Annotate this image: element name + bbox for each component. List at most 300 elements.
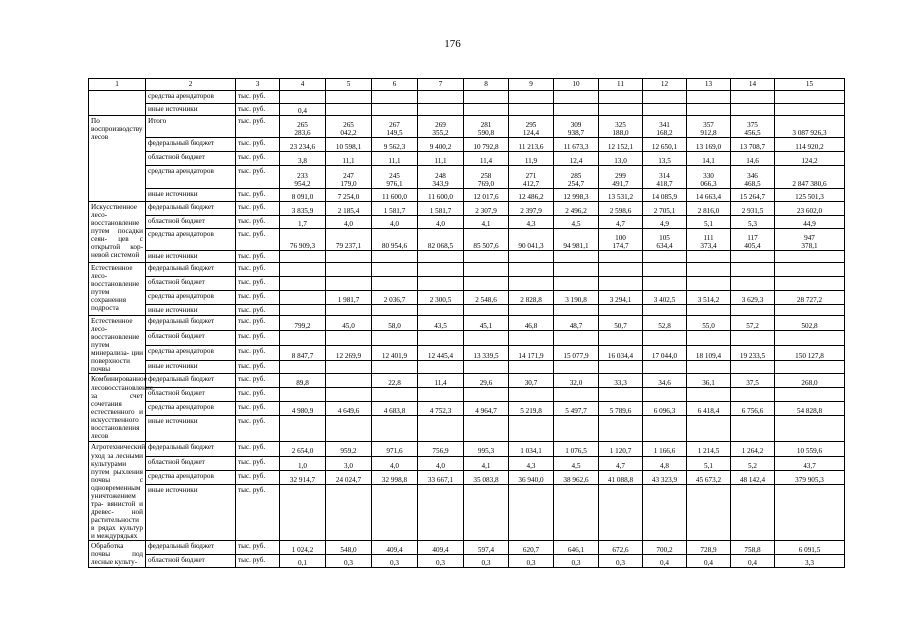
value-cell: 5 789,6 [599, 402, 643, 416]
value-cell: 0,3 [509, 555, 554, 568]
value-cell: 4,3 [509, 216, 554, 229]
value-cell: 341 168,2 [643, 116, 687, 138]
source-cell: областной бюджет [146, 277, 236, 291]
value-cell [554, 305, 599, 316]
value-cell: 0,3 [554, 555, 599, 568]
value-cell: 248 343,9 [418, 166, 464, 189]
value-cell [775, 416, 845, 442]
value-cell: 2 847 380,6 [775, 166, 845, 189]
value-cell: 38 962,6 [554, 470, 599, 484]
value-cell [464, 484, 509, 540]
value-cell: 52,8 [643, 316, 687, 331]
table-row [89, 541, 845, 555]
unit-cell: тыс. руб. [236, 152, 280, 166]
source-cell: средства арендаторов [146, 91, 236, 104]
value-cell: 12,4 [554, 152, 599, 166]
value-cell [372, 484, 418, 540]
value-cell: 0,3 [326, 555, 372, 568]
value-cell [643, 484, 687, 540]
unit-cell: тыс. руб. [236, 263, 280, 277]
value-cell: 23 602,0 [775, 202, 845, 216]
source-cell: федеральный бюджет [146, 316, 236, 331]
table-row [89, 388, 845, 402]
value-cell: 11,1 [372, 152, 418, 166]
value-cell: 29,6 [464, 374, 509, 388]
value-cell [418, 331, 464, 346]
value-cell [775, 277, 845, 291]
value-cell [372, 263, 418, 277]
value-cell: 2 654,0 [280, 442, 326, 456]
value-cell [372, 251, 418, 263]
value-cell: 947 378,1 [775, 229, 845, 251]
unit-cell: тыс. руб. [236, 138, 280, 152]
value-cell: 45,0 [326, 316, 372, 331]
funding-table [88, 78, 845, 568]
value-cell: 3 835,9 [280, 202, 326, 216]
unit-cell: тыс. руб. [236, 291, 280, 305]
value-cell [687, 263, 731, 277]
value-cell: 268,0 [775, 374, 845, 388]
value-cell [326, 416, 372, 442]
source-cell: иные источники [146, 251, 236, 263]
value-cell [280, 263, 326, 277]
table-row [89, 456, 845, 470]
value-cell: 43 323,9 [643, 470, 687, 484]
value-cell [280, 251, 326, 263]
category-cell: Комбинированное лесовосстановление за счет сочетания естественного и искусственного восстановления лесов [89, 374, 146, 442]
unit-cell: тыс. руб. [236, 104, 280, 116]
value-cell: 89,8 [280, 374, 326, 388]
value-cell [599, 484, 643, 540]
value-cell [418, 251, 464, 263]
value-cell: 314 418,7 [643, 166, 687, 189]
value-cell: 9 400,2 [418, 138, 464, 152]
value-cell [280, 331, 326, 346]
value-cell: 82 068,5 [418, 229, 464, 251]
value-cell: 46,8 [509, 316, 554, 331]
source-cell: иные источники [146, 361, 236, 374]
column-header: 14 [731, 79, 775, 91]
value-cell [554, 251, 599, 263]
value-cell [464, 361, 509, 374]
value-cell: 267 149,5 [372, 116, 418, 138]
source-cell: средства арендаторов [146, 166, 236, 189]
table-row [89, 152, 845, 166]
value-cell [464, 305, 509, 316]
unit-cell: тыс. руб. [236, 277, 280, 291]
column-header: 11 [599, 79, 643, 91]
value-cell [775, 361, 845, 374]
unit-cell: тыс. руб. [236, 166, 280, 189]
value-cell: 7 254,0 [326, 189, 372, 202]
unit-cell: тыс. руб. [236, 305, 280, 316]
value-cell: 269 355,2 [418, 116, 464, 138]
value-cell: 4 964,7 [464, 402, 509, 416]
value-cell [372, 104, 418, 116]
value-cell: 346 468,5 [731, 166, 775, 189]
source-cell: федеральный бюджет [146, 263, 236, 277]
value-cell: 15 077,9 [554, 346, 599, 361]
table-body [89, 79, 845, 568]
value-cell: 14,6 [731, 152, 775, 166]
value-cell: 50,7 [599, 316, 643, 331]
column-header: 5 [326, 79, 372, 91]
value-cell: 2 598,6 [599, 202, 643, 216]
value-cell [509, 251, 554, 263]
value-cell: 33 667,1 [418, 470, 464, 484]
value-cell [418, 263, 464, 277]
value-cell: 76 909,3 [280, 229, 326, 251]
value-cell: 14 663,4 [687, 189, 731, 202]
value-cell: 2 036,7 [372, 291, 418, 305]
value-cell: 36 940,0 [509, 470, 554, 484]
value-cell [554, 91, 599, 104]
value-cell [775, 484, 845, 540]
value-cell: 12 401,9 [372, 346, 418, 361]
value-cell [775, 263, 845, 277]
value-cell [643, 305, 687, 316]
value-cell: 14 085,9 [643, 189, 687, 202]
value-cell: 10 792,8 [464, 138, 509, 152]
table-row [89, 116, 845, 138]
value-cell [326, 91, 372, 104]
value-cell: 258 769,0 [464, 166, 509, 189]
source-cell: областной бюджет [146, 216, 236, 229]
table-row [89, 263, 845, 277]
source-cell: федеральный бюджет [146, 138, 236, 152]
table-row [89, 361, 845, 374]
value-cell [599, 416, 643, 442]
value-cell: 959,2 [326, 442, 372, 456]
value-cell: 271 412,7 [509, 166, 554, 189]
category-cell [89, 91, 146, 116]
value-cell: 43,5 [418, 316, 464, 331]
value-cell: 281 590,8 [464, 116, 509, 138]
value-cell: 58,0 [372, 316, 418, 331]
value-cell: 12 650,1 [643, 138, 687, 152]
value-cell: 548,0 [326, 541, 372, 555]
value-cell: 597,4 [464, 541, 509, 555]
category-cell: По воспроизводству лесов [89, 116, 146, 202]
value-cell: 4,0 [418, 216, 464, 229]
value-cell [326, 277, 372, 291]
column-header: 6 [372, 79, 418, 91]
column-header: 9 [509, 79, 554, 91]
value-cell [509, 388, 554, 402]
value-cell: 4,8 [643, 456, 687, 470]
value-cell: 1,0 [280, 456, 326, 470]
value-cell [599, 388, 643, 402]
value-cell: 57,2 [731, 316, 775, 331]
value-cell [775, 305, 845, 316]
value-cell: 44,9 [775, 216, 845, 229]
value-cell: 4 649,6 [326, 402, 372, 416]
value-cell: 299 491,7 [599, 166, 643, 189]
value-cell: 8 091,0 [280, 189, 326, 202]
value-cell [599, 277, 643, 291]
value-cell [599, 251, 643, 263]
value-cell: 5 497,7 [554, 402, 599, 416]
value-cell: 285 254,7 [554, 166, 599, 189]
unit-cell: тыс. руб. [236, 388, 280, 402]
value-cell: 3 294,1 [599, 291, 643, 305]
value-cell: 22,8 [372, 374, 418, 388]
source-cell: областной бюджет [146, 388, 236, 402]
value-cell [509, 484, 554, 540]
value-cell [326, 104, 372, 116]
unit-cell: тыс. руб. [236, 316, 280, 331]
source-cell: иные источники [146, 416, 236, 442]
unit-cell: тыс. руб. [236, 374, 280, 388]
value-cell [326, 361, 372, 374]
value-cell: 1 024,2 [280, 541, 326, 555]
value-cell: 799,2 [280, 316, 326, 331]
value-cell [326, 331, 372, 346]
value-cell [464, 104, 509, 116]
value-cell: 117 405,4 [731, 229, 775, 251]
value-cell [464, 388, 509, 402]
table-row [89, 442, 845, 456]
value-cell: 756,9 [418, 442, 464, 456]
table-row [89, 374, 845, 388]
column-header: 7 [418, 79, 464, 91]
value-cell [554, 388, 599, 402]
value-cell: 5 219,8 [509, 402, 554, 416]
value-cell: 2 705,1 [643, 202, 687, 216]
value-cell: 55,0 [687, 316, 731, 331]
value-cell: 48,7 [554, 316, 599, 331]
value-cell: 124,2 [775, 152, 845, 166]
value-cell: 700,2 [643, 541, 687, 555]
value-cell [418, 388, 464, 402]
value-cell: 12 486,2 [509, 189, 554, 202]
value-cell: 3,0 [326, 456, 372, 470]
value-cell: 0,4 [643, 555, 687, 568]
source-cell: федеральный бюджет [146, 541, 236, 555]
value-cell [687, 91, 731, 104]
value-cell [731, 416, 775, 442]
category-cell: Обработка почвы под лесные культу- [89, 541, 146, 568]
value-cell: 325 188,0 [599, 116, 643, 138]
value-cell [687, 251, 731, 263]
value-cell [464, 331, 509, 346]
value-cell [643, 263, 687, 277]
value-cell [775, 388, 845, 402]
value-cell: 2 307,9 [464, 202, 509, 216]
table-row [89, 251, 845, 263]
value-cell [643, 251, 687, 263]
value-cell: 41 088,8 [599, 470, 643, 484]
value-cell: 32 998,8 [372, 470, 418, 484]
unit-cell: тыс. руб. [236, 251, 280, 263]
value-cell [731, 331, 775, 346]
table-row [89, 470, 845, 484]
value-cell [326, 263, 372, 277]
value-cell: 1 264,2 [731, 442, 775, 456]
column-header: 4 [280, 79, 326, 91]
value-cell: 375 456,5 [731, 116, 775, 138]
value-cell: 13,0 [599, 152, 643, 166]
value-cell: 17 044,0 [643, 346, 687, 361]
value-cell [554, 484, 599, 540]
table-row [89, 91, 845, 104]
value-cell: 150 127,8 [775, 346, 845, 361]
value-cell [418, 361, 464, 374]
column-header: 8 [464, 79, 509, 91]
value-cell [509, 331, 554, 346]
value-cell [599, 361, 643, 374]
value-cell [464, 263, 509, 277]
value-cell: 295 124,4 [509, 116, 554, 138]
unit-cell: тыс. руб. [236, 202, 280, 216]
value-cell [599, 305, 643, 316]
source-cell: федеральный бюджет [146, 442, 236, 456]
value-cell [599, 331, 643, 346]
value-cell: 2 548,6 [464, 291, 509, 305]
value-cell: 3 629,3 [731, 291, 775, 305]
value-cell: 4 683,8 [372, 402, 418, 416]
value-cell [326, 251, 372, 263]
unit-cell: тыс. руб. [236, 91, 280, 104]
value-cell: 3,8 [280, 152, 326, 166]
unit-cell: тыс. руб. [236, 346, 280, 361]
value-cell: 24 024,7 [326, 470, 372, 484]
value-cell: 45,1 [464, 316, 509, 331]
value-cell [418, 416, 464, 442]
value-cell: 43,7 [775, 456, 845, 470]
value-cell: 0,4 [731, 555, 775, 568]
source-cell: областной бюджет [146, 152, 236, 166]
value-cell [554, 331, 599, 346]
value-cell [687, 305, 731, 316]
value-cell [509, 305, 554, 316]
value-cell: 0,4 [280, 104, 326, 116]
value-cell: 1 034,1 [509, 442, 554, 456]
value-cell: 54 828,8 [775, 402, 845, 416]
value-cell: 94 981,1 [554, 229, 599, 251]
value-cell: 265 042,2 [326, 116, 372, 138]
value-cell [554, 361, 599, 374]
value-cell: 11,1 [418, 152, 464, 166]
value-cell: 6 756,6 [731, 402, 775, 416]
value-cell [731, 388, 775, 402]
value-cell: 3 087 926,3 [775, 116, 845, 138]
unit-cell: тыс. руб. [236, 456, 280, 470]
value-cell: 265 283,6 [280, 116, 326, 138]
value-cell [554, 104, 599, 116]
source-cell: Итого [146, 116, 236, 138]
value-cell: 0,3 [418, 555, 464, 568]
value-cell: 23 234,6 [280, 138, 326, 152]
value-cell: 1 581,7 [372, 202, 418, 216]
value-cell [326, 484, 372, 540]
value-cell [326, 388, 372, 402]
value-cell: 0,1 [280, 555, 326, 568]
value-cell: 18 109,4 [687, 346, 731, 361]
value-cell: 379 905,3 [775, 470, 845, 484]
value-cell: 758,8 [731, 541, 775, 555]
value-cell [687, 277, 731, 291]
column-header: 15 [775, 79, 845, 91]
table-row [89, 555, 845, 568]
unit-cell: тыс. руб. [236, 416, 280, 442]
value-cell [599, 104, 643, 116]
table-row [89, 229, 845, 251]
value-cell: 5,2 [731, 456, 775, 470]
value-cell: 309 938,7 [554, 116, 599, 138]
value-cell: 1 581,7 [418, 202, 464, 216]
unit-cell: тыс. руб. [236, 361, 280, 374]
table-row [89, 402, 845, 416]
value-cell [599, 91, 643, 104]
value-cell: 0,4 [687, 555, 731, 568]
value-cell [643, 388, 687, 402]
value-cell: 36,1 [687, 374, 731, 388]
value-cell: 13,5 [643, 152, 687, 166]
value-cell: 672,6 [599, 541, 643, 555]
value-cell: 33,3 [599, 374, 643, 388]
value-cell [731, 361, 775, 374]
value-cell: 728,9 [687, 541, 731, 555]
value-cell [464, 416, 509, 442]
value-cell [687, 331, 731, 346]
value-cell [372, 91, 418, 104]
source-cell: иные источники [146, 305, 236, 316]
value-cell [372, 416, 418, 442]
page-number: 176 [444, 38, 461, 50]
value-cell [554, 416, 599, 442]
source-cell: областной бюджет [146, 331, 236, 346]
value-cell [643, 104, 687, 116]
value-cell: 3 402,5 [643, 291, 687, 305]
unit-cell: тыс. руб. [236, 116, 280, 138]
column-header: 12 [643, 79, 687, 91]
value-cell: 12 269,9 [326, 346, 372, 361]
value-cell [687, 484, 731, 540]
value-cell: 45 673,2 [687, 470, 731, 484]
value-cell: 0,3 [599, 555, 643, 568]
value-cell: 4,0 [418, 456, 464, 470]
table-row [89, 138, 845, 152]
value-cell: 114 920,2 [775, 138, 845, 152]
value-cell [280, 361, 326, 374]
value-cell [464, 91, 509, 104]
column-header: 3 [236, 79, 280, 91]
value-cell [509, 91, 554, 104]
value-cell: 5,1 [687, 456, 731, 470]
value-cell: 4 980,9 [280, 402, 326, 416]
value-cell [509, 361, 554, 374]
table-row [89, 291, 845, 305]
table-row [89, 202, 845, 216]
source-cell: областной бюджет [146, 456, 236, 470]
value-cell: 995,3 [464, 442, 509, 456]
value-cell [687, 104, 731, 116]
unit-cell: тыс. руб. [236, 555, 280, 568]
source-cell: федеральный бюджет [146, 202, 236, 216]
value-cell: 11,4 [464, 152, 509, 166]
value-cell: 12 017,6 [464, 189, 509, 202]
value-cell: 4,5 [554, 456, 599, 470]
table-row [89, 189, 845, 202]
value-cell [775, 251, 845, 263]
value-cell [418, 104, 464, 116]
value-cell: 80 954,6 [372, 229, 418, 251]
value-cell: 10 598,1 [326, 138, 372, 152]
value-cell: 4,3 [509, 456, 554, 470]
table-row [89, 484, 845, 540]
value-cell: 245 976,1 [372, 166, 418, 189]
